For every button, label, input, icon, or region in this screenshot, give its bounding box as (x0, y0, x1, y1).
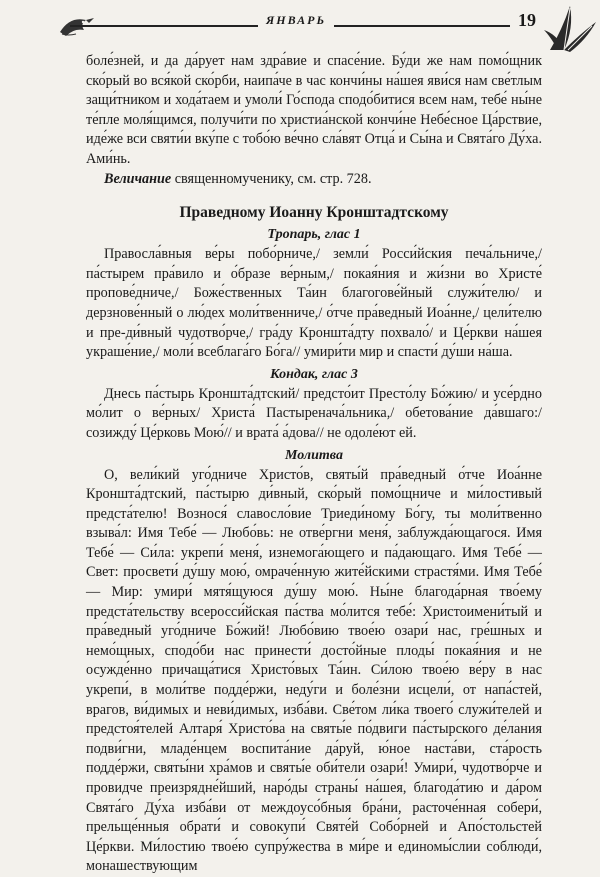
prayer-text: О, вели́кий уго́дниче Христо́в, святы́й пра́ведный о́тче Иоа́нне Кроншта́дтский, па́стырю ди́вный, ско́рый помо́щниче и ми́лостивый предста́телю! Вознося́ славосло́вие Триеди́ному Бо́гу, ты моли́твенно взыва́л: Имя Тебе́ — Любо́вь: не отве́ргни меня́, заблужда́ющагося. Имя Тебе́ — Си́ла: укрепи́ меня́, изнемога́ющего и па́дающаго. Имя Тебе́ — Свет: просвети́ ду́шу мою́, омраче́нную жите́йскими страстя́ми. Имя Тебе́ — Мир: умири́ мятя́щуюся ду́шу мою́. Ны́не благода́рная тво́ему предста́тельству всеросси́йская па́ства мо́лится тебе́: Христоимени́тый и пра́ведный уго́дниче Бо́жий! Любо́вию твое́ю озари́ нас, гре́шных и немо́щных, сподо́би нас принести́ досто́йные плоды́ покая́ния и не осужде́нно причаща́тися Христо́вых Та́ин. Си́лою твое́ю ве́ру в нас укрепи́, в моли́тве подде́ржи, неду́ги и боле́зни исцели́, от напа́стей, врагов, ви́димых и неви́димых, изба́ви. Све́том ли́ка твоего́ служи́телей и предстоя́телей Алтаря́ Христо́ва на святы́е по́двиги па́стырского де́лания подви́гни, младе́нцем воспита́ние да́руй, ю́ное наста́ви, ста́рость подде́ржи, святы́ни хра́мов и святы́е оби́тели озари́! Умири́, чудотво́рче и провидче преизрядне́йший, наро́ды страны́ на́шея, благода́тию и да́ром Свята́го Ду́ха изба́ви от междоусо́бныя бра́ни, расточе́нная собери́, прельще́нныя обрати́ и совокупи́ Святе́й Собо́рней и Апо́стольстей Це́ркви. Ми́лостию твое́ю супру́жества в ми́ре и единомы́слии соблюди́, монашествующим (86, 466, 542, 875)
troparion-text: Правосла́вныя ве́ры побо́рниче,/ земли́ Росси́йския печа́льниче,/ па́стырем пра́вило и о́бразе ве́рным,/ покая́ния и жи́зни во Христе́ пропове́дниче,/ Боже́ственных Та́ин благогове́йный служи́телю/ и дерзнове́нный о лю́дех моли́твенниче,/ о́тче пра́ведный Иоа́нне,/ цели́телю и пре-ди́вный чудотво́рче,/ гра́ду Кроншта́дту похвало́/ и Це́ркви на́шея украше́ние,/ моли́ всеблага́го Бо́га// умири́ти мир и спасти́ ду́ши на́ша. (86, 246, 542, 361)
page-number: 19 (518, 10, 536, 30)
prayer-heading: Молитва (285, 447, 343, 463)
troparion-heading: Тропарь, глас 1 (267, 227, 361, 243)
velichanie-text: священномученику, см. стр. 728. (171, 170, 372, 187)
kontakion-text: Днесь па́стырь Кроншта́дтский/ предсто́ит Престо́лу Бо́жию/ и усе́рдно мо́лит о ве́рных/ Христа́ Пастыренача́льника,/ обетова́ние да́вшаго:/ созижду́ Це́рковь Мою́// и врата́ а́дова// не одоле́ют ей. (86, 385, 542, 441)
page-header (0, 0, 600, 48)
velichanie-line (86, 170, 542, 190)
intro-prayer-text: боле́зней, и да да́рует нам здра́вие и спасе́ние. Бу́ди же нам помо́щник ско́рый во вся́кой ско́рби, наипа́че в час кончи́ны на́шея яви́ся нам све́тлым защи́тником и хода́таем и умоли́ Го́спода сподо́битися всем нам, тебе́ ны́не те́пле моля́щимся, получи́ти по христиа́нской кончи́не Небе́сное Ца́рствие, иде́же вси святи́и вку́пе с тобо́ю ве́чно сла́вят Отца́ и Сы́на и Свята́го Ду́ха. Ами́нь. (86, 53, 542, 167)
kontakion-heading: Кондак, глас 3 (270, 366, 358, 382)
velichanie-label: Величание (104, 170, 172, 187)
running-title: ЯНВАРЬ (258, 13, 334, 28)
section-title: Праведному Иоанну Кронштадтскому (179, 204, 449, 222)
page-body (86, 52, 542, 877)
leaf-ornament-icon (540, 0, 600, 56)
